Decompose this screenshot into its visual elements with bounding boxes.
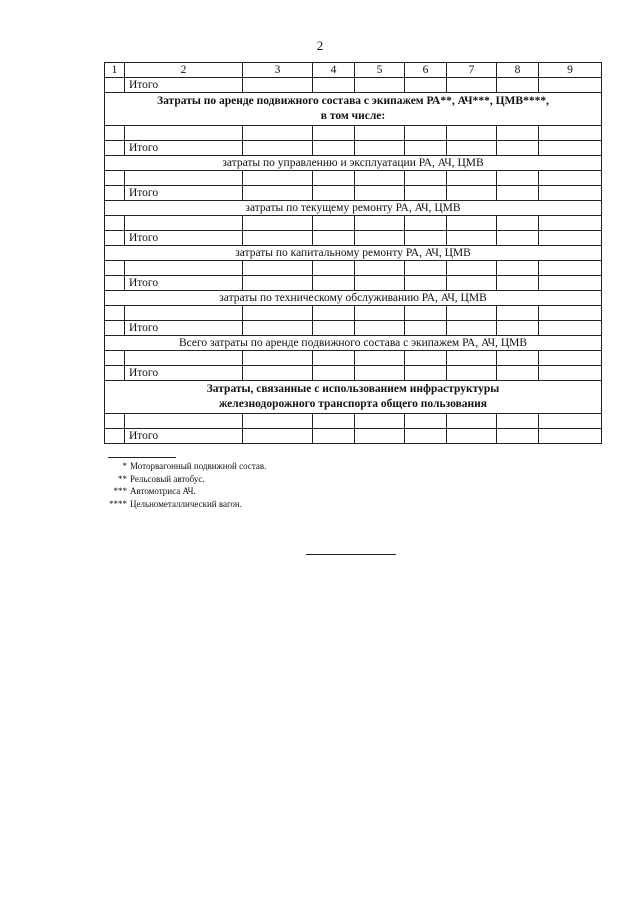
column-header: 2: [125, 63, 243, 78]
column-header: 5: [355, 63, 405, 78]
footnote-text: Моторвагонный подвижной состав.: [130, 461, 267, 471]
column-header: 6: [405, 63, 447, 78]
footnote-text: Автомотриса АЧ.: [130, 486, 196, 496]
total-row: [105, 78, 602, 93]
total-label: Итого: [125, 231, 243, 246]
section-heading-row: [105, 291, 602, 306]
total-label: Итого: [125, 321, 243, 336]
total-row: [105, 429, 602, 444]
section-heading-row: [105, 246, 602, 261]
data-row: [105, 126, 602, 141]
section-heading-lease-crew: Затраты по аренде подвижного состава с экипажем РА**, АЧ***, ЦМВ****, в том числе:: [105, 93, 602, 126]
section-heading-row: [105, 156, 602, 171]
column-header: 9: [539, 63, 602, 78]
total-label: Итого: [125, 141, 243, 156]
page-number: 2: [316, 38, 324, 53]
section-heading-row: [105, 201, 602, 216]
footnotes: [104, 460, 266, 510]
section-heading-capital-repair: затраты по капитальному ремонту РА, АЧ, ЦМВ: [105, 246, 602, 261]
header-row: [105, 63, 602, 78]
data-row: [105, 171, 602, 186]
total-label: Итого: [125, 186, 243, 201]
footnote-mark: **: [118, 473, 127, 484]
data-row: [105, 351, 602, 366]
data-row: [105, 414, 602, 429]
total-row: [105, 231, 602, 246]
footnote-mark: ***: [113, 486, 127, 496]
footnote: [104, 498, 266, 511]
section-heading-management: затраты по управлению и эксплуатации РА, АЧ, ЦМВ: [105, 156, 602, 171]
data-row: [105, 261, 602, 276]
section-heading-row: [105, 93, 602, 126]
data-row: [105, 216, 602, 231]
total-row: [105, 276, 602, 291]
column-header: 7: [447, 63, 497, 78]
footnote-text: Цельнометаллический вагон.: [130, 498, 242, 509]
total-row: [105, 366, 602, 381]
footnote: [104, 473, 266, 486]
column-header: 1: [105, 63, 125, 78]
column-header: 3: [243, 63, 313, 78]
total-label: Итого: [125, 429, 243, 444]
column-header: 8: [497, 63, 539, 78]
footnote-mark: *: [122, 461, 127, 471]
total-row: [105, 141, 602, 156]
footnote-divider: [108, 457, 176, 458]
section-heading-maintenance: затраты по техническому обслуживанию РА, АЧ, ЦМВ: [105, 291, 602, 306]
column-header: 4: [313, 63, 355, 78]
total-label: Итого: [125, 366, 243, 381]
section-heading-current-repair: затраты по текущему ремонту РА, АЧ, ЦМВ: [105, 201, 602, 216]
footnote: [104, 460, 266, 473]
end-divider: [306, 554, 396, 555]
cost-table: [104, 62, 602, 444]
footnote-mark: ****: [109, 498, 127, 509]
section-heading-lease-total: Всего затраты по аренде подвижного состава с экипажем РА, АЧ, ЦМВ: [105, 336, 602, 351]
section-heading-row: [105, 381, 602, 414]
section-heading-row: [105, 336, 602, 351]
total-label: Итого: [125, 78, 243, 93]
total-row: [105, 321, 602, 336]
footnote: [104, 485, 266, 498]
total-label: Итого: [125, 276, 243, 291]
section-heading-infrastructure: Затраты, связанные с использованием инфраструктуры железнодорожного транспорта общего пользования: [105, 381, 602, 414]
data-row: [105, 306, 602, 321]
footnote-text: Рельсовый автобус.: [130, 473, 205, 484]
total-row: [105, 186, 602, 201]
